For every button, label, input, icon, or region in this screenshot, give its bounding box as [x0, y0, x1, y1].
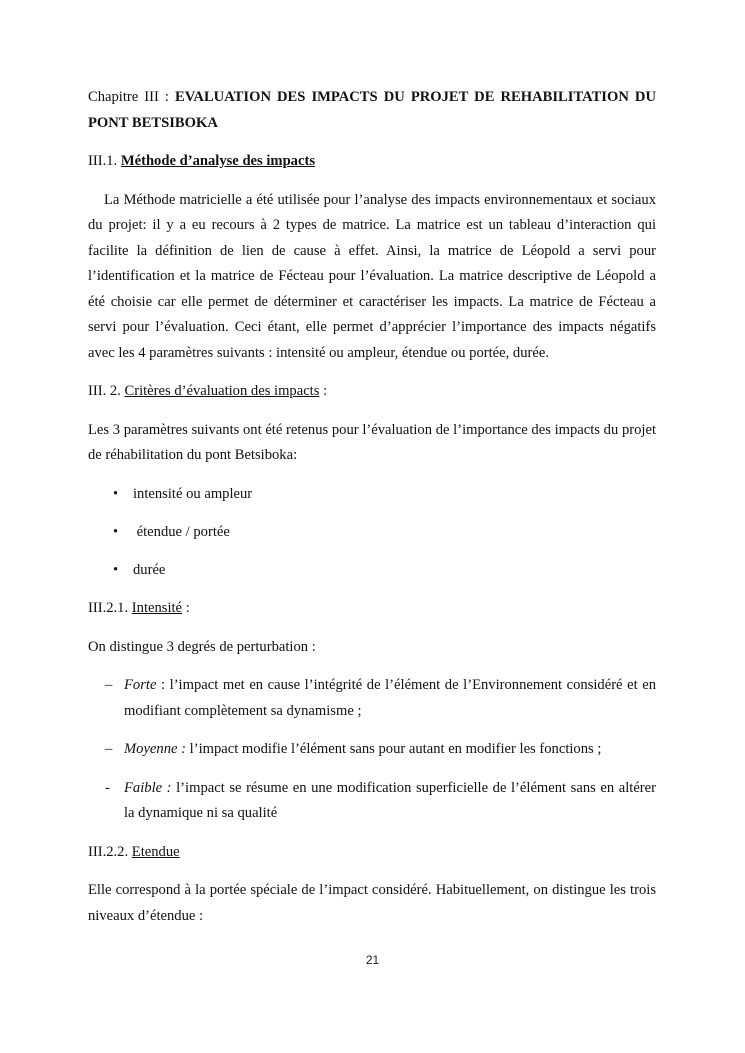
- section-2-2-number: III.2.2.: [88, 843, 132, 860]
- bullet-icon: •: [113, 485, 119, 502]
- dash-marker: -: [105, 779, 110, 796]
- section-2-suffix: :: [319, 383, 328, 399]
- chapter-prefix: Chapitre III :: [88, 89, 176, 105]
- section-2-title: Critères d’évaluation des impacts: [124, 383, 320, 399]
- intensity-term: Forte: [124, 677, 157, 693]
- section-2-number: III. 2.: [88, 383, 125, 399]
- criteria-label: intensité ou ampleur: [133, 485, 253, 502]
- section-1-number: III.1.: [88, 153, 121, 169]
- criteria-label: durée: [133, 561, 166, 578]
- document-page: [88, 85, 656, 942]
- criteria-item: [88, 482, 656, 508]
- bullet-icon: •: [113, 561, 119, 578]
- criteria-item: [88, 558, 656, 584]
- section-2-1-heading: [88, 596, 656, 622]
- bullet-icon: •: [113, 523, 119, 540]
- section-2-1-number: III.2.1.: [88, 600, 132, 616]
- intensity-term: Faible :: [124, 779, 172, 796]
- section-2-1-intro: On distingue 3 degrés de perturbation :: [88, 638, 316, 655]
- dash-marker: –: [105, 677, 113, 693]
- section-1-heading: [88, 149, 656, 175]
- section-2-1-title: Intensité: [131, 600, 183, 616]
- intensity-text: l’impact modifie l’élément sans pour autant en modifier les fonctions ;: [186, 741, 602, 757]
- section-1-paragraph: La Méthode matricielle a été utilisée pour l’analyse des impacts environnementaux et sociaux du projet: il y a eu recours à 2 types de matrice. La matrice est un tableau d’interaction qui facilite la définition de lien de cause à effet. Ainsi, la matrice de Léopold a servi pour l’identification et la matrice de Fécteau pour l’évaluation. La matrice descriptive de Léopold a été choisie car elle permet de déterminer et caractériser les impacts. La matrice de Fécteau a servi pour l’évaluation. Ceci étant, elle permet d’apprécier l’importance des impacts négatifs avec les 4 paramètres suivants : intensité ou ampleur, étendue ou portée, durée.: [88, 191, 656, 361]
- section-2-heading: [88, 379, 656, 405]
- intensity-list: [88, 673, 656, 827]
- section-2-2-heading: [88, 840, 656, 866]
- intensity-item: [88, 673, 656, 724]
- dash-marker: –: [105, 741, 113, 757]
- page-number: 21: [365, 953, 380, 967]
- section-2-1-suffix: :: [182, 600, 190, 616]
- chapter-title: EVALUATION DES IMPACTS DU PROJET DE REHABILITATION DU PONT BETSIBOKA: [88, 89, 656, 131]
- intensity-text: : l’impact met en cause l’intégrité de l’élément de l’Environnement considéré et en modifiant complètement sa dynamisme ;: [124, 677, 656, 719]
- criteria-list: [88, 482, 656, 584]
- intensity-text: l’impact se résume en une modification superficielle de l’élément sans en altérer la dynamique ni sa qualité: [124, 779, 657, 821]
- criteria-label: étendue / portée: [133, 523, 230, 540]
- section-2-2-paragraph: Elle correspond à la portée spéciale de l’impact considéré. Habituellement, on distingue les trois niveaux d’étendue :: [88, 882, 656, 924]
- criteria-item: [88, 520, 656, 546]
- intensity-term: Moyenne :: [124, 741, 186, 757]
- intensity-item: [88, 776, 656, 827]
- intensity-item: [88, 737, 656, 763]
- section-2-paragraph: Les 3 paramètres suivants ont été retenus pour l’évaluation de l’importance des impacts du projet de réhabilitation du pont Betsiboka:: [88, 421, 656, 463]
- section-2-2-title: Etendue: [131, 843, 180, 860]
- section-1-title: Méthode d’analyse des impacts: [120, 153, 316, 169]
- chapter-heading: [88, 85, 656, 136]
